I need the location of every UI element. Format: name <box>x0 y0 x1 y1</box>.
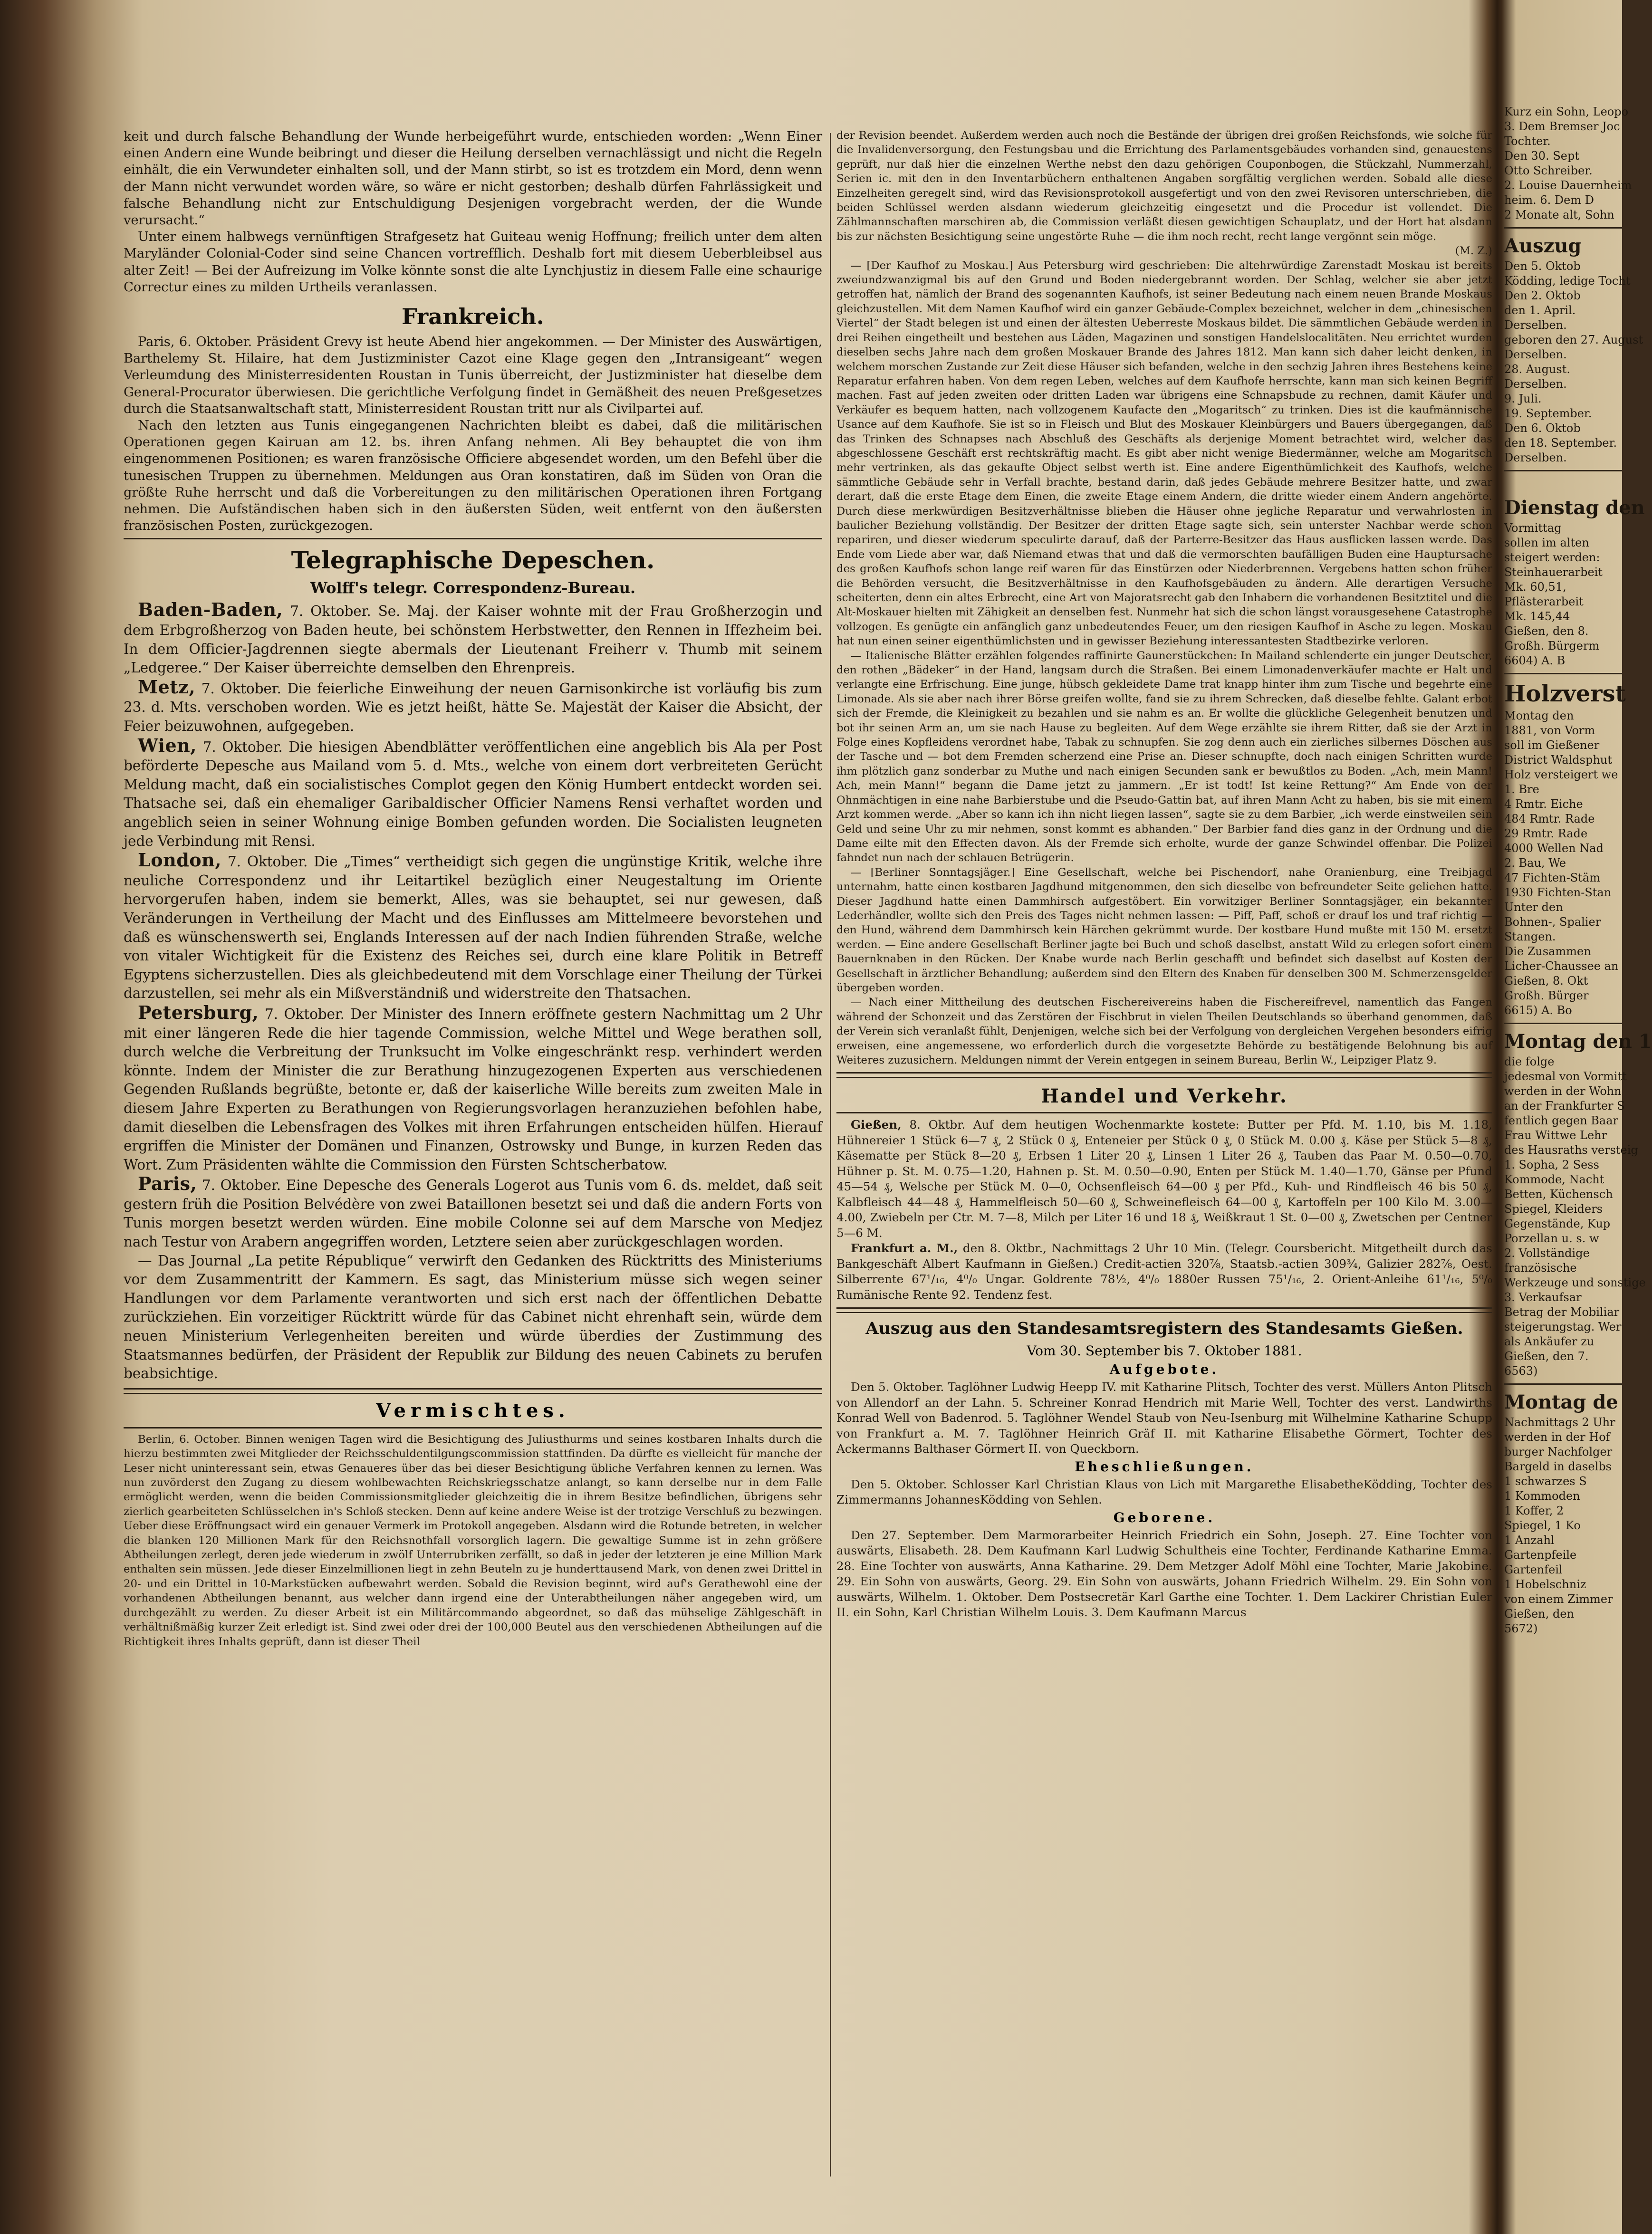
edge-line: Spiegel, 1 Ko <box>1504 1519 1581 1532</box>
edge-line: Vormittag <box>1504 521 1562 535</box>
edge-line: Pflästerarbeit <box>1504 595 1584 608</box>
edge-line: 2. Bau, We <box>1504 856 1566 870</box>
edge-line: 4000 Wellen Nad <box>1504 842 1604 855</box>
edge-line: Kurz ein Sohn, Leopo <box>1504 105 1629 118</box>
edge-line: 1 Anzahl <box>1504 1534 1555 1547</box>
section-heading-telegraphische-depeschen: Telegraphische Depeschen. <box>291 546 655 575</box>
depesche-petersburg <box>124 1003 822 1174</box>
edge-line: 9. Juli. <box>1504 392 1542 405</box>
edge-line: Den 6. Oktob <box>1504 422 1581 435</box>
edge-line: Den 30. Sept <box>1504 149 1579 163</box>
edge-line: 1 Hobelschniz <box>1504 1578 1586 1591</box>
frankreich-paragraph-2: Nach den letzten aus Tunis eingegangenen Nachrichten bleibt es dabei, daß die militärischen Operationen gegen Kairuan am 12. bs. ihren Anfang nehmen. Ali Bey behauptet die von ihm eingenommenen Positionen; es waren französische Officiere abgesendet worden, um den Befehl über die tunesischen Truppen zu übernehmen. Meldungen aus Oran konstatiren, daß im Süden von Oran die größte Ruhe herrscht und daß die Vorbereitungen zu den militärischen Operationen ihren Fortgang nehmen. Die Aufständischen haben sich in den äußersten Süden, weit entfernt von den äußersten französischen Posten, zurückgezogen. <box>124 418 822 534</box>
coursbericht-text: den 8. Oktbr., Nachmittags 2 Uhr 10 Min. (Telegr. Coursbericht. Mitgetheilt durch das Bankgeschäft Albert Kaufmann in Gießen.) Credit-actien 320⅞, Staatsb.-actien 309¾, Galizier 282⅞, Oest. Silberrente 67¹/₁₆, 4⁰/₀ Ungar. Goldrente 78½, 4⁰/₀ 1880er Russen 75¹/₁₆, 2. Orient-Anleihe 61¹/₁₆, 5⁰/₀ Rumänische Rente 92. Tendenz fest. <box>836 1241 1492 1302</box>
edge-line: Holz versteigert we <box>1504 768 1618 781</box>
edge-line: Den 5. Oktob <box>1504 259 1581 273</box>
edge-block-1 <box>1504 105 1632 222</box>
edge-gap <box>1504 476 1622 495</box>
vermischtes-kaufhof-moskau: — [Der Kaufhof zu Moskau.] Aus Petersburg wird geschrieben: Die altehrwürdige Zarenstadt Moskau ist bereits zweiundzwanzigmal bis auf den Grund und Boden niedergebrannt worden. Der Schlag, welcher sie aber jetzt getroffen hat, nämlich der Brand des sogenannten Kaufhofs, ist seiner Bedeutung nach einem neuen Brande Moskaus gleichzustellen. Mit dem Namen Kaufhof wird ein ganzer Gebäude-Complex bezeichnet, welcher in dem „chinesischen Viertel“ der Stadt belegen ist und einen der ältesten Ueberreste Moskaus bildet. Die sämmtlichen Gebäude werden in drei Reihen eingetheilt und bestehen aus Läden, Magazinen und sonstigen Handelslocalitäten. Neu errichtet wurden dieselben sechs Jahre nach dem großen Moskauer Brande des Jahres 1812. Man kann sich daher leicht denken, in welchem morschen Zustande zur Zeit diese Häuser sich befanden, welche in den sechzig Jahren ihres Bestehens keine Reparatur erfahren haben. Von dem regen Leben, welches auf dem Kaufhofe herrschte, kann man sich keinen Begriff machen. Fast auf jeden zweiten oder dritten Laden war übrigens eine Schnapsbude zu rechnen, damit Käufer und Verkäufer es bequem hatten, nach vollzogenem Kaufacte den „Mogaritsch“ zu trinken. Dies ist die kaufmännische Usance auf dem Kaufhofe. Sie ist so in Fleisch und Blut des Moskauer Kleinbürgers und Bauers übergegangen, daß das Trinken des Schnapses nach Abschluß des Geschäfts als derjenige Moment betrachtet wird, welcher das abgeschlossene Geschäft erst rechtskräftig macht. Es gibt aber nicht wenige Biedermänner, welche am Mogaritsch mehr vertrinken, als das gekaufte Object selbst werth ist. Eine andere Eigenthümlichkeit des Kaufhofs, welche sämmtliche Gebäude sehr in Verfall brachte, bestand darin, daß jedes Gebäude mehrere Besitzer hatte, und zwar derart, daß die erste Etage dem Einen, die zweite Etage einem Andern, die dritte wieder einem Andern angehörte. Durch diese merkwürdigen Besitzverhältnisse blieben die Häuser ohne jegliche Reparatur und verwahrlosten in baulicher Beziehung vollständig. Der Besitzer der dritten Etage sagte sich, sein unterster Nachbar werde schon repariren, und dieser wiederum speculirte darauf, daß der Parterre-Besitzer das Haus ausflicken lassen werde. Das Ende vom Liede aber war, daß Niemand etwas that und daß die vermorschten baufälligen Buden eine Hauptursache des großen Kaufhofs schon lange reif waren für das Einstürzen oder Niederbrennen. Vergebens hatten schon früher die Behörden versucht, die Besitzverhältnisse in den Kaufhofsgebäuden zu ändern. Alle derartigen Versuche scheiterten, denn ein altes Erbrecht, eine Art von Majoratsrecht gab den Inhabern die vorhandenen Besitztitel und die Alt-Moskauer hielten mit Zähigkeit an denselben fest. Nunmehr hat sich die schon längst vorausgesehene Catastrophe vollzogen. Es genügte ein anfänglich ganz unbedeutendes Feuer, um den riesigen Kaufhof in Asche zu legen. Moskau hat nun einen seiner eigenthümlichsten und in gewisser Beziehung interessantesten Stadtbezirke verloren. <box>836 259 1492 648</box>
edge-line: Otto Schreiber. <box>1504 164 1593 177</box>
edge-divider <box>1504 227 1622 229</box>
edge-line: französische <box>1504 1261 1577 1275</box>
edge-divider <box>1504 673 1622 674</box>
edge-line: 484 Rmtr. Rade <box>1504 812 1595 825</box>
left-column <box>124 128 822 2186</box>
edge-line: Derselben. <box>1504 451 1567 464</box>
subheading-wolff-bureau: Wolff's telegr. Correspondenz-Bureau. <box>310 579 636 597</box>
edge-line: jedesmal von Vormitt <box>1504 1070 1627 1083</box>
depesche-text: 7. Oktober. Die hiesigen Abendblätter veröffentlichen eine angeblich bis Ala per Post beförderte Depesche aus Mailand vom 5. d. Mts., welche von einem dort verbreiteten Gerücht Meldung macht, daß ein socialistisches Complot gegen den König Humbert entdeckt worden sei. Thatsache sei, daß ein ehemaliger Garibaldischer Officier Namens Rensi verhaftet worden und angeblich seien in seiner Wohnung einige Bomben gefunden worden. Die Socialisten leugneten jede Verbindung mit Rensi. <box>124 738 822 849</box>
depesche-metz <box>124 678 822 736</box>
depesche-text: 7. Oktober. Eine Depesche des Generals Logerot aus Tunis vom 6. ds. meldet, daß seit gestern früh die Position Belvédère von zwei Bataillonen besetzt sei und daß die andern Forts von Tunis morgen besetzt werden würden. Eine mobile Colonne sei auf dem Marsche von Medjez nach Testur von Arabern angegriffen worden, Letztere seien aber zurückgeschlagen worden. <box>124 1177 822 1250</box>
depesche-text: 7. Oktober. Der Minister des Innern eröffnete gestern Nachmittag um 2 Uhr mit einer längeren Rede die hier tagende Commission, welche Mittel und Wege berathen soll, durch welche die Verbreitung der Trunksucht im Volke eingeschränkt resp. verhindert werden könnte. Indem der Minister die zur Berathung hinzugezogenen Experten aus verschiedenen Gegenden Rußlands begrüßte, betonte er, daß der kaiserliche Wille bereits zum zweiten Male in diesem Jahre Experten zu Berathungen von Regierungsvorlagen heranzuziehen befohlen habe, damit dieselben die Lebensfragen des Volkes mit ihren Erfahrungen entscheiden hülfen. Hierauf ergriffen die Minister der Domänen und Finanzen, Ostrowsky und Bunge, in kurzen Reden das Wort. Zum Präsidenten wählte die Commission den Fürsten Schtscherbatow. <box>124 1006 822 1173</box>
edge-line: 1. Bre <box>1504 783 1539 796</box>
edge-line: 1 schwarzes S <box>1504 1475 1587 1488</box>
depesche-london <box>124 851 822 1003</box>
edge-line: Unter den <box>1504 901 1563 914</box>
edge-line: Steinhauerarbeit <box>1504 566 1603 579</box>
edge-line: Gegenstände, Kup <box>1504 1217 1611 1230</box>
edge-line: Betrag der Mobiliar <box>1504 1305 1620 1319</box>
edge-line: Kommode, Nacht <box>1504 1173 1604 1186</box>
edge-block-5 <box>1504 1055 1646 1379</box>
edge-line: an der Frankfurter S <box>1504 1099 1625 1112</box>
depesche-la-petite-republique: — Das Journal „La petite République“ verwirft den Gedanken des Rücktritts des Ministeriums vor dem Zusammentritt der Kammern. Es sagt, das Ministerium müsse sich wegen seiner Handlungen vor dem Parlamente verantworten und sich erst nach der öffentlichen Debatte zurückziehen. Ein vorzeitiger Rücktritt würde für das Cabinet nicht ehrenhaft sein, würde dem neuen Ministerium Verlegenheiten bereiten und würde überdies der Zustimmung des Staatsmannes bedürfen, der Präsident der Republik zur Bildung des neuen Cabinets zu berufen beabsichtige. <box>124 1252 822 1382</box>
newspaper-page <box>124 128 1492 2210</box>
edge-line: Ködding, ledige Tocht <box>1504 274 1631 288</box>
edge-line: Bohnen-, Spalier <box>1504 915 1601 929</box>
edge-line: Nachmittags 2 Uhr <box>1504 1416 1615 1429</box>
divider <box>836 1112 1492 1113</box>
edge-line: Gartenfeil <box>1504 1563 1563 1576</box>
edge-line: Gießen, 8. Okt <box>1504 974 1588 988</box>
edge-line: burger Nachfolger <box>1504 1445 1613 1458</box>
edge-line: als Ankäufer zu <box>1504 1335 1594 1348</box>
edge-line: Derselben. <box>1504 377 1567 391</box>
edge-heading: Dienstag den <box>1504 497 1645 519</box>
edge-line: Frau Wittwe Lehr <box>1504 1129 1607 1142</box>
frankreich-paragraph-1: Paris, 6. Oktober. Präsident Grevy ist heute Abend hier angekommen. — Der Minister des Auswärtigen, Barthelemy St. Hilaire, hat dem Justizminister Cazot eine Klage gegen den „Intransigeant“ wegen Verleumdung des Ministerresidenten Roustan in Tunis überreicht, der Justizminister hat dieselbe dem General-Procurator überwiesen. Die gerichtliche Verfolgung findet in Gemäßheit des neuen Preßgesetzes durch die Staatsanwaltschaft statt, Ministerresident Roustan tritt nur als Civilpartei auf. <box>124 335 822 416</box>
column-rule <box>830 133 831 2176</box>
vermischtes-gaunerstueckchen: — Italienische Blätter erzählen folgendes raffinirte Gaunerstückchen: In Mailand schlenderte ein junger Deutscher, den rothen „Bädeker“ in der Hand, langsam durch die Straßen. Bei einem Limonadenverkäufer machte er Halt und verlangte eine Erfrischung. Eine junge, hübsch gekleidete Dame trat knapp hinter ihm zum Tische und begehrte eine Limonade. Als sie aber nach ihrer Börse greifen wollte, fand sie zu ihrem Schrecken, daß dieselbe fehlte. Galant erbot sich der Fremde, die Kleinigkeit zu bezahlen und sie nahm es an. Er wollte die glückliche Gelegenheit benutzen und bot ihr seinen Arm an, um sie nach Hause zu begleiten. Auf dem Wege erzählte sie ihrem Ritter, daß sie der Arzt in Folge eines Kopfleidens verordnet habe, Tabak zu schnupfen. Sie zog denn auch ein zierliches silbernes Döschen aus der Tasche und — bot dem Fremden scherzend eine Prise an. Dieser schnupfte, doch nach einigen Schritten wurde ihm plötzlich ganz sonderbar zu Muthe und nach einigen Secunden sank er bewußtlos zu Boden. „Ach, mein Mann! Ach, mein Mann!“ begann die Dame jetzt zu jammern. „Er ist todt! Ist keine Rettung?“ Am Ende von der Ohnmächtigen in eine nahe Barbierstube und die Pseudo-Gattin bat, auf ihren Mann Acht zu haben, bis sie mit einem Arzt kommen werde. „Aber so kann ich ihn nicht liegen lassen“, sagte sie zu dem Barbier, „ich werde einstweilen sein Geld und seine Uhr zu mir nehmen, sonst kommt es abhanden.“ Der Barbier fand dies ganz in der Ordnung und die Dame eilte mit den Effecten davon. Als der Fremde sich erholte, wurde der ganze Schwindel offenbar. Die Polizei fahndet nun nach der schlauen Betrügerin. <box>836 649 1492 864</box>
marktbericht-text: 8. Oktbr. Auf dem heutigen Wochenmarkte kostete: Butter per Pfd. M. 1.10, bis M. 1.18, Hühnereier 1 Stück 6—7 ₰, 2 Stück 0 ₰, Enteneier per Stück 0 ₰, 0 Stück M. 0.00 ₰. Käse per Stück 5—8 ₰, Käsematte per Stück 8—20 ₰, Erbsen 1 Liter 20 ₰, Linsen 1 Liter 26 ₰, Tauben das Paar M. 0.50—0.70, Hühner p. St. M. 0.75—1.20, Hahnen p. St. M. 0.50—0.90, Enten per Stück M. 1.40—1.70, Gänse per Pfund 45—54 ₰, Welsche per Stück M. 0—0, Ochsenfleisch 64—00 ₰ per Pfd., Kuh- und Rindfleisch 46 bis 50 ₰, Kalbfleisch 44—48 ₰, Hammelfleisch 50—60 ₰, Schweinefleisch 64—00 ₰, Kartoffeln per 100 Kilo M. 3.00—4.00, Zwiebeln per Ctr. M. 7—8, Milch per Liter 16 und 18 ₰, Weißkraut 1 St. 0—00 ₰, Zwetschen per Centner 5—6 M. <box>836 1118 1492 1240</box>
vermischtes-juliusthurm: Berlin, 6. October. Binnen wenigen Tagen wird die Besichtigung des Juliusthurms und seines kostbaren Inhalts durch die hierzu bestimmten zwei Mitglieder der Reichsschuldentilgungscommission stattfinden. Da dürfte es vielleicht für manche der Leser nicht uninteressant sein, etwas Genaueres über das bei dieser Besichtigung übliche Verfahren kennen zu lernen. Was nun zuvörderst den Zugang zu diesem wohlbewachten Reichskriegsschatze anlangt, so kann derselbe nur in dem Falle ermöglicht werden, wenn die beiden Commissionsmitglieder gleichzeitig die in ihrem Besitze befindlichen, übrigens sehr zierlich gearbeiteten Schlüsselchen in's Schloß stecken. Denn auf keine andere Weise ist der trotzige Verschluß zu bezwingen. Ueber diese Eröffnungsact wird ein genauer Vermerk im Protokoll angegeben. Alsdann wird die Rotunde betreten, in welcher die blanken 120 Millionen Mark für den Reichsnothfall vorsorglich lagern. Die gewaltige Summe ist in zehn größere Abtheilungen zerlegt, deren jede wiederum in zwölf Unterrubriken zerfällt, so daß in jeder der letzteren je eine Million Mark enthalten sein müssen. Jede dieser Einzelmillionen liegt in zehn Beuteln zu je hunderttausend Mark, von denen zwei Drittel in 20- und ein Drittel in 10-Markstücken aufbewahrt werden. Sobald die Revision beginnt, wird auf's Gerathewohl eine der vorhandenen Abtheilungen benannt, aus welcher dann irgend eine der Unterabtheilungen näher angegeben wird, um durchgezählt zu werden. Zu dieser Arbeit ist ein Militärcommando abgeordnet, so daß das mühselige Zählgeschäft in verhältnißmäßig kurzer Zeit erledigt ist. Sind zwei oder drei der 100,000 Beutel aus den verschiedenen Abtheilungen auf die Richtigkeit ihres Inhalts geprüft, dann ist dieser Theil <box>124 1433 822 1648</box>
edge-line: 1 Kommoden <box>1504 1489 1580 1503</box>
edge-line: Gießen, den <box>1504 1607 1575 1620</box>
dateline-place: Metz, <box>138 676 196 698</box>
edge-line: Großh. Bürger <box>1504 989 1589 1002</box>
edge-line: Gießen, den 8. <box>1504 624 1589 638</box>
edge-line: von einem Zimmer <box>1504 1592 1613 1606</box>
edge-line: den 1. April. <box>1504 304 1576 317</box>
edge-line: 28. August. <box>1504 363 1570 376</box>
edge-line: 2. Vollständige <box>1504 1246 1590 1260</box>
edge-block-6 <box>1504 1415 1622 1636</box>
edge-line: 19. September. <box>1504 407 1592 420</box>
edge-line: Gartenpfeile <box>1504 1548 1577 1562</box>
edge-line: 47 Fichten-Stäm <box>1504 871 1600 884</box>
edge-line: Tochter. <box>1504 134 1551 148</box>
coursbericht-frankfurt <box>836 1241 1492 1303</box>
dateline-place: Wien, <box>138 734 197 756</box>
divider <box>124 1388 822 1394</box>
edge-block-3 <box>1504 521 1622 668</box>
dateline-place: Paris, <box>138 1173 197 1195</box>
subheading-eheschliessungen: Eheschließungen. <box>1075 1458 1254 1475</box>
depesche-wien <box>124 736 822 851</box>
edge-line: Derselben. <box>1504 348 1567 361</box>
edge-block-2 <box>1504 259 1643 465</box>
subheading-aufgebote: Aufgebote. <box>1109 1361 1220 1378</box>
edge-line: 2. Louise Dauernheim <box>1504 179 1632 192</box>
edge-line: Betten, Küchensch <box>1504 1188 1613 1201</box>
edge-line: 5672) <box>1504 1622 1538 1635</box>
dateline-place: Gießen, <box>851 1118 902 1132</box>
edge-heading: Holzverst <box>1504 681 1626 707</box>
edge-line: Den 2. Oktob <box>1504 289 1581 302</box>
edge-line: heim. 6. Dem D <box>1504 193 1594 207</box>
edge-divider <box>1504 470 1622 471</box>
edge-line: Spiegel, Kleiders <box>1504 1202 1603 1216</box>
edge-line: die folge <box>1504 1055 1555 1068</box>
edge-heading: Auszug <box>1504 235 1582 257</box>
edge-line: des Hausraths versteig <box>1504 1143 1638 1157</box>
edge-line: 6563) <box>1504 1364 1538 1378</box>
edge-line: 3. Verkaufsar <box>1504 1291 1582 1304</box>
edge-heading: Montag de <box>1504 1391 1618 1413</box>
vermischtes-juliusthurm-continued: der Revision beendet. Außerdem werden auch noch die Bestände der übrigen drei großen Reichsfonds, wie solche für die Invalidenversorgung, den Festungsbau und die Errichtung des Parlamentsgebäudes vorhanden sind, genauestens geprüft, nur daß hier die einzelnen Werthe nebst den dazu gehörigen Couponbogen, die Stückzahl, Nummerzahl, Serien ic. mit den in den Inventarbüchern enthaltenen Angaben sorgfältig verglichen werden. Sobald alle diese Einzelheiten geregelt sind, wird das Revisionsprotokoll ausgefertigt und von den zwei Revisoren unterschrieben, die beiden Schlüssel werden alsdann wiederum gleichzeitig eingesetzt und die Procedur ist vollendet. Die Zählmannschaften marschiren ab, die Commission verläßt diesen gewichtigen Schauplatz, und der Hort hat alsdann bis zur nächsten Besichtigung seine ungestörte Ruhe — die ihm noch recht, recht lange vergönnt sein möge. <box>836 129 1492 243</box>
edge-line: Licher-Chaussee an <box>1504 959 1619 973</box>
guiteau-paragraph-1: keit und durch falsche Behandlung der Wunde herbeigeführt wurde, entschieden worden: „Wenn Einer einen Andern eine Wunde beibringt und dieser die Heilung derselben vernachlässigt und nicht die Regeln einhält, die ein Verwundeter einhalten soll, und der Mann stirbt, so ist es trotzdem ein Mord, denn wenn der Mann nicht verwundet worden wäre, so wäre er nicht gestorben; deshalb dürfen Fahrlässigkeit und falsche Behandlung nicht zur Entschuldigung Desjenigen vorgebracht werden, der die Wunde verursacht.“ <box>124 129 822 228</box>
edge-line: sollen im alten <box>1504 536 1589 549</box>
section-heading-handel-und-verkehr: Handel und Verkehr. <box>1041 1085 1288 1108</box>
edge-line: werden in der Hof <box>1504 1430 1610 1444</box>
edge-line: geboren den 27. August <box>1504 333 1643 346</box>
aufgebote-text: Den 5. Oktober. Taglöhner Ludwig Heepp IV. mit Katharine Plitsch, Tochter des verst. Müllers Anton Plitsch von Allendorf an der Lahn. 5. Schreiner Konrad Hendrich mit Marie Well, Tochter des verst. Landwirths Konrad Well von Badenrod. 5. Taglöhner Wendel Staub von Neu-Isenburg mit Wilhelmine Katharine Schupp von Frankfurt a. M. 7. Taglöhner Heinrich Gräf II. mit Katharine Elisabethe Görmert, Tochter des Ackermanns Balthaser Görmert II. von Queckborn. <box>836 1380 1492 1456</box>
subheading-geborene: Geborene. <box>1113 1509 1216 1525</box>
edge-divider <box>1504 1383 1622 1385</box>
edge-block-4 <box>1504 709 1622 1018</box>
edge-line: 4 Rmtr. Eiche <box>1504 797 1583 811</box>
edge-line: den 18. September. <box>1504 436 1617 450</box>
edge-line: Montag den <box>1504 709 1574 722</box>
edge-line: Großh. Bürgerm <box>1504 639 1600 652</box>
edge-line: steigert werden: <box>1504 551 1600 564</box>
edge-line: fentlich gegen Baar <box>1504 1114 1619 1127</box>
divider <box>836 1307 1492 1313</box>
section-heading-standesamt: Auszug aus den Standesamtsregistern des Standesamts Gießen. <box>865 1319 1463 1339</box>
edge-line: Mk. 145,44 <box>1504 610 1570 623</box>
edge-line: 2 Monate alt, Sohn <box>1504 208 1614 221</box>
adjacent-page-edge <box>1504 105 1652 2215</box>
edge-line: Mk. 60,51, <box>1504 580 1566 594</box>
edge-line: 1881, von Vorm <box>1504 724 1595 737</box>
depesche-baden-baden <box>124 600 822 677</box>
eheschliessungen-text: Den 5. Oktober. Schlosser Karl Christian Klaus von Lich mit Margarethe ElisabetheKödding, Tochter des Zimmermanns JohannesKödding von Sehlen. <box>836 1477 1492 1507</box>
edge-line: Gießen, den 7. <box>1504 1350 1589 1363</box>
divider <box>124 538 822 539</box>
edge-divider <box>1504 1023 1622 1024</box>
edge-line: 3. Dem Bremser Joc <box>1504 120 1620 133</box>
vermischtes-fischereiverein: — Nach einer Mittheilung des deutschen Fischereivereins haben die Fischereifrevel, namentlich das Fangen während der Schonzeit und das Zerstören der Fischbrut in vielen Theilen Deutschlands so überhand genommen, daß der Verein sich veranlaßt fühlt, Denjenigen, welche sich bei der Verfolgung von dergleichen Vergehen besonders eifrig erweisen, eine angemessene, wo erforderlich durch die vorgesetzte Behörde zu bestätigende Belohnung bis auf Weiteres zuzusichern. Meldungen nimmt der Verein entgegen in seinem Bureau, Berlin W., Leipziger Platz 9. <box>836 996 1492 1066</box>
depesche-text: 7. Oktober. Se. Maj. der Kaiser wohnte mit der Frau Großherzogin und dem Erbgroßherzog von Baden heute, bei schönstem Herbstwetter, den Rennen in Iffezheim bei. In dem Officier-Jagdrennen siegte abermals der Lieutenant Freiherr v. Thumb mit seinem „Ledgeree.“ Der Kaiser überreichte demselben den Ehrenpreis. <box>124 603 822 676</box>
vermischtes-sonntagsjaeger: — [Berliner Sonntagsjäger.] Eine Gesellschaft, welche bei Pischendorf, nahe Oranienburg, eine Treibjagd unternahm, hatte einen kostbaren Jagdhund mitgenommen, den sich dieselbe von befreundeter Seite geliehen hatte. Dieser Jagdhund hatte einen Dammhirsch aufgestöbert. Ein vorwitziger Berliner Sonntagsjäger, ein bekannter Lederhändler, wollte sich den Preis des Tages nicht nehmen lassen: — Piff, Paff, schoß er drauf los und traf richtig — den Hund, während dem Dammhirsch kein Härchen gekrümmt wurde. Der kostbare Hund mußte mit 150 M. ersetzt werden. — Eine andere Gesellschaft Berliner jagte bei Buch und schoß daselbst, anstatt Wild zu erlegen sofort einem Bauernknaben in den Rücken. Der Knabe wurde nach Berlin geschafft und befindet sich daselbst auf Kosten der Gesellschaft in ärztlicher Behandlung; außerdem sind den Eltern des Knaben für denselben 300 M. Schmerzensgelder übergeben worden. <box>836 866 1492 994</box>
section-heading-vermischtes: Vermischtes. <box>376 1399 570 1422</box>
depesche-text: 7. Oktober. Die feierliche Einweihung der neuen Garnisonkirche ist vorläufig bis zum 23. d. Mts. verschoben worden. Wie es jetzt heißt, hätte Se. Majestät der Kaiser die Absicht, der Feier beizuwohnen, aufgegeben. <box>124 680 822 735</box>
source-signature: (M. Z.) <box>1455 245 1492 258</box>
divider <box>836 1072 1492 1078</box>
depesche-text: 7. Oktober. Die „Times“ vertheidigt sich gegen die ungünstige Kritik, welche ihre neuliche Correspondenz und ihr Leitartikel bezüglich einer Neugestaltung im Oriente hervorgerufen haben, indem sie bemerkt, Alles, was sie behauptet, sei nur gewesen, daß Veränderungen in Vertheilung der Macht und des Einflusses am Mittelmeere bevorstehen und daß es wünschenswerth sei, Englands Interessen auf der nach Indien führenden Straße, welche von vitaler Wichtigkeit für die Existenz des Reiches sei, durch eine klare Politik in Betreff Egyptens sicherzustellen. Dies als gleichbedeutend mit dem Vorschlage einer Theilung der Türkei darzustellen, sei mehr als ein Mißverständniß und widerstreite den Thatsachen. <box>124 853 822 1002</box>
edge-heading: Montag den 1 <box>1504 1030 1652 1053</box>
edge-line: Die Zusammen <box>1504 945 1591 958</box>
edge-line: steigerungstag. Wer <box>1504 1320 1622 1333</box>
edge-line: 6615) A. Bo <box>1504 1004 1572 1017</box>
dateline-place: Baden-Baden, <box>138 599 283 621</box>
dateline-place: Petersburg, <box>138 1001 259 1023</box>
standesamt-date-range: Vom 30. September bis 7. Oktober 1881. <box>1027 1343 1302 1359</box>
edge-line: 6604) A. B <box>1504 654 1566 667</box>
geborene-text: Den 27. September. Dem Marmorarbeiter Heinrich Friedrich ein Sohn, Joseph. 27. Eine Tochter von auswärts, Elisabeth. 28. Dem Kaufmann Karl Ludwig Schultheis eine Tochter, Ferdinande Katharine Emma. 28. Eine Tochter von auswärts, Anna Katharine. 29. Dem Metzger Adolf Möhl eine Tochter, Marie Jakobine. 29. Ein Sohn von auswärts, Georg. 29. Ein Sohn von auswärts, Johann Friedrich Wilhelm. 29. Ein Sohn von auswärts, Wilhelm. 1. Oktober. Dem Postsecretär Karl Garthe eine Tochter. 1. Dem Lackirer Christian Euler II. ein Sohn, Karl Christian Wilhelm Louis. 3. Dem Kaufmann Marcus <box>836 1528 1492 1620</box>
edge-line: District Waldsphut <box>1504 753 1612 767</box>
depesche-paris <box>124 1174 822 1251</box>
edge-line: Bargeld in daselbs <box>1504 1460 1612 1473</box>
edge-line: Stangen. <box>1504 930 1556 943</box>
edge-line: Werkzeuge und sonstige <box>1504 1276 1646 1289</box>
edge-line: soll im Gießener <box>1504 738 1600 752</box>
section-heading-frankreich: Frankreich. <box>402 304 544 330</box>
middle-column <box>836 128 1492 2186</box>
edge-line: 1 Koffer, 2 <box>1504 1504 1564 1517</box>
edge-line: Derselben. <box>1504 318 1567 332</box>
divider <box>124 1427 822 1429</box>
dateline-place: London, <box>138 849 221 871</box>
edge-line: 29 Rmtr. Rade <box>1504 827 1588 840</box>
edge-line: 1. Sopha, 2 Sess <box>1504 1158 1599 1171</box>
marktbericht-giessen <box>836 1117 1492 1241</box>
guiteau-paragraph-2: Unter einem halbwegs vernünftigen Strafgesetz hat Guiteau wenig Hoffnung; freilich unter dem alten Maryländer Colonial-Coder sind seine Chancen vortrefflich. Deshalb fort mit diesem Ueberbleibsel aus alter Zeit! — Bei der Aufreizung im Volke könnte sonst die alte Lynchjustiz in diesem Falle eine schaurige Correctur eines zu milden Urtheils veranlassen. <box>124 230 822 295</box>
dateline-place: Frankfurt a. M., <box>851 1241 958 1256</box>
edge-line: werden in der Wohn <box>1504 1084 1622 1098</box>
edge-line: 1930 Fichten-Stan <box>1504 886 1612 899</box>
edge-line: Porzellan u. s. w <box>1504 1232 1599 1245</box>
